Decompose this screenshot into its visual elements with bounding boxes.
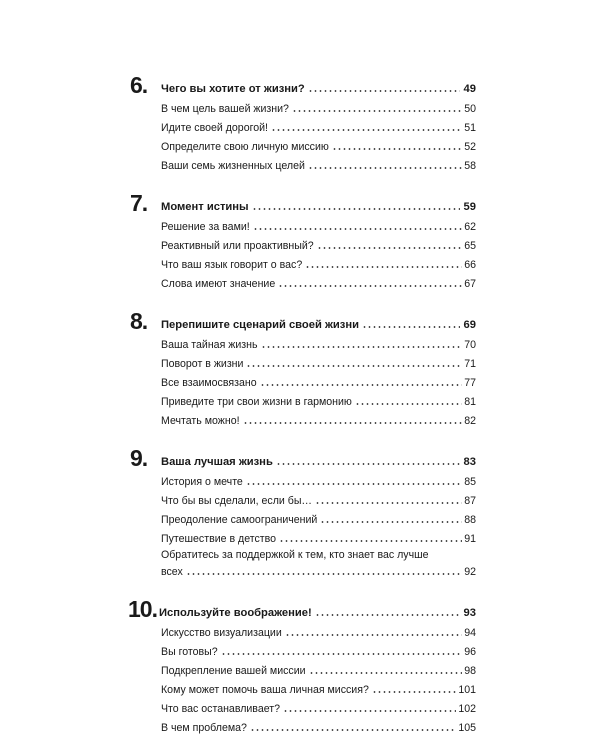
toc-entry[interactable] [161,679,476,698]
chapter-page-number: 59 [463,201,476,213]
entry-title: В чем цель вашей жизни? [161,103,289,115]
toc-entry[interactable] [161,391,476,410]
entry-title-line2: всех [161,566,183,578]
entry-page-number: 102 [458,703,476,715]
dot-leader [362,326,460,328]
dot-leader [305,266,462,268]
chapter-heading-row[interactable] [130,72,476,98]
entry-title: История о мечте [161,476,243,488]
entry-page-number: 62 [464,221,476,233]
dot-leader [292,110,462,112]
dot-leader [372,691,456,693]
dot-leader [260,384,462,386]
chapter-number: 7. [130,190,148,216]
toc-entry[interactable] [161,528,476,547]
toc-entry[interactable] [161,717,476,736]
dot-leader [309,672,462,674]
entry-page-number: 88 [464,514,476,526]
chapter-title: Используйте воображение! [159,607,312,619]
dot-leader [186,573,462,575]
entry-title: Искусство визуализации [161,627,282,639]
dot-leader [285,634,462,636]
entry-title: Вы готовы? [161,646,218,658]
chapter-entries [161,471,476,580]
entry-title: Идите своей дорогой! [161,122,268,134]
chapter-title: Ваша лучшая жизнь [161,456,273,468]
chapter-title: Момент истины [161,201,249,213]
toc-entry[interactable] [161,547,476,580]
entry-page-number: 70 [464,339,476,351]
entry-title: Ваша тайная жизнь [161,339,258,351]
entry-title: Ваши семь жизненных целей [161,160,305,172]
entry-page-number: 98 [464,665,476,677]
chapter-entries [161,216,476,292]
dot-leader [278,285,462,287]
toc-entry[interactable] [161,410,476,429]
toc-entry[interactable] [161,622,476,641]
chapter-number: 10. [128,596,157,622]
entry-page-number: 105 [458,722,476,734]
entry-title: В чем проблема? [161,722,247,734]
dot-leader [332,148,462,150]
dot-leader [246,483,462,485]
dot-leader [243,422,462,424]
entry-title: Реактивный или проактивный? [161,240,314,252]
toc-entry[interactable] [161,155,476,174]
chapter-page-number: 69 [463,319,476,331]
entry-page-number: 77 [464,377,476,389]
dot-leader [283,710,456,712]
chapter-entries [161,98,476,174]
entry-title: Что вас останавливает? [161,703,280,715]
table-of-contents [130,72,476,752]
toc-chapter [130,190,476,292]
toc-entry[interactable] [161,490,476,509]
chapter-entries [161,334,476,429]
entry-page-number: 67 [464,278,476,290]
toc-entry[interactable] [161,509,476,528]
entry-title: Слова имеют значение [161,278,276,290]
toc-entry[interactable] [161,698,476,717]
toc-entry[interactable] [161,353,476,372]
dot-leader [221,653,462,655]
toc-entry[interactable] [161,660,476,679]
entry-title: Что ваш язык говорит о вас? [161,259,303,271]
toc-entry[interactable] [161,216,476,235]
entry-title: Определите свою личную миссию [161,141,329,153]
entry-title: Что бы вы сделали, если бы… [161,495,313,507]
entry-page-number: 81 [464,396,476,408]
chapter-entries [161,622,476,736]
entry-page-number: 50 [464,103,476,115]
entry-page-number: 58 [464,160,476,172]
chapter-heading-row[interactable] [130,596,476,622]
toc-entry[interactable] [161,98,476,117]
entry-title: Преодоление самоограничений [161,514,318,526]
dot-leader [308,90,460,92]
chapter-heading-row[interactable] [130,308,476,334]
entry-page-number: 101 [458,684,476,696]
toc-entry[interactable] [161,471,476,490]
toc-entry[interactable] [161,334,476,353]
dot-leader [355,403,462,405]
toc-entry[interactable] [161,136,476,155]
dot-leader [271,129,462,131]
entry-page-number: 91 [464,533,476,545]
chapter-page-number: 49 [463,83,476,95]
entry-title: Решение за вами! [161,221,250,233]
dot-leader [261,346,463,348]
toc-chapter [130,308,476,429]
toc-entry[interactable] [161,117,476,136]
entry-page-number: 94 [464,627,476,639]
toc-entry[interactable] [161,372,476,391]
chapter-heading-row[interactable] [130,190,476,216]
entry-page-number: 87 [464,495,476,507]
chapter-heading-row[interactable] [130,445,476,471]
dot-leader [320,521,462,523]
entry-page-number: 52 [464,141,476,153]
entry-page-number: 66 [464,259,476,271]
toc-chapter [130,596,476,736]
chapter-number: 6. [130,72,148,98]
entry-title: Мечтать можно! [161,415,240,427]
entry-title: Приведите три свои жизни в гармонию [161,396,352,408]
entry-page-number: 51 [464,122,476,134]
dot-leader [252,208,460,210]
entry-title: Кому может помочь ваша личная миссия? [161,684,369,696]
entry-title: Все взаимосвязано [161,377,257,389]
entry-page-number: 71 [464,358,476,370]
entry-title: Обратитесь за поддержкой к тем, кто знает вас лучше [161,549,429,561]
dot-leader [315,614,460,616]
dot-leader [253,228,462,230]
chapter-title: Чего вы хотите от жизни? [161,83,305,95]
dot-leader [276,463,460,465]
entry-title-continuation-row [161,564,476,580]
entry-page-number: 92 [464,566,476,578]
dot-leader [317,247,462,249]
chapter-title: Перепишите сценарий своей жизни [161,319,359,331]
toc-entry[interactable] [161,641,476,660]
dot-leader [246,365,462,367]
chapter-page-number: 83 [463,456,476,468]
toc-entry[interactable] [161,273,476,292]
entry-title: Путешествие в детство [161,533,277,545]
entry-page-number: 65 [464,240,476,252]
chapter-number: 8. [130,308,148,334]
entry-page-number: 82 [464,415,476,427]
toc-entry[interactable] [161,235,476,254]
toc-chapter [130,72,476,174]
dot-leader [250,729,456,731]
entry-title: Подкрепление вашей миссии [161,665,306,677]
dot-leader [315,502,462,504]
dot-leader [279,540,462,542]
dot-leader [308,167,462,169]
entry-title: Поворот в жизни [161,358,244,370]
chapter-number: 9. [130,445,148,471]
toc-chapter [130,445,476,580]
chapter-page-number: 93 [463,607,476,619]
entry-page-number: 96 [464,646,476,658]
toc-entry[interactable] [161,254,476,273]
entry-page-number: 85 [464,476,476,488]
